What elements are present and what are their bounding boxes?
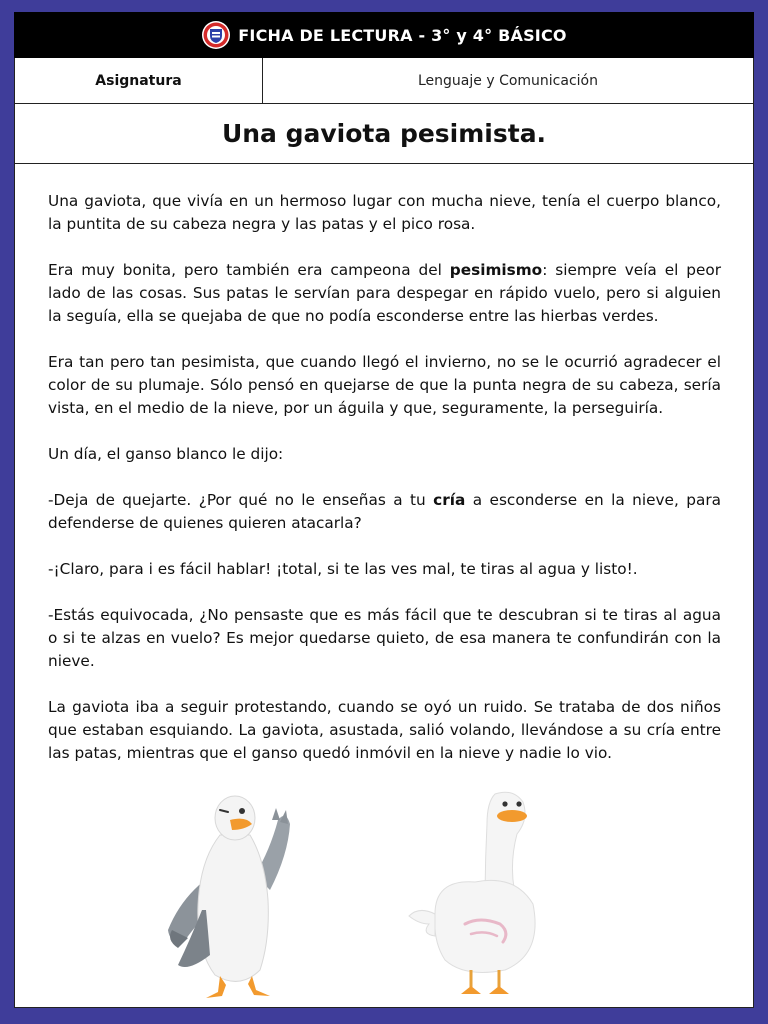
story-paragraph: Era tan pero tan pesimista, que cuando llegó el invierno, no se le ocurrió agradecer el color de su plumaje. Sólo pensó en quejarse de que la punta negra de su cabeza, sería vista, en el medio de la nieve, por un águila y que, seguramente, la perseguiría. bbox=[48, 353, 721, 417]
goose-illustration bbox=[405, 774, 545, 1004]
story-content bbox=[14, 164, 754, 1008]
bold-term: pesimismo bbox=[449, 261, 543, 279]
story-paragraph: -Estás equivocada, ¿No pensaste que es más fácil que te descubran si te tiras al agua o si te alzas en vuelo? Es mejor quedarse quieto, de esa manera te confundirán con la nieve. bbox=[48, 606, 721, 670]
subject-value: Lenguaje y Comunicación bbox=[418, 72, 598, 89]
subject-row bbox=[14, 58, 754, 104]
story-paragraph: Era muy bonita, pero también era campeona del pesimismo: siempre veía el peor lado de las cosas. Sus patas le servían para despegar en rápido vuelo, pero si alguien la seguía, ella se quejaba de que no podía esconderse entre las hierbas verdes. bbox=[48, 261, 722, 325]
story-text bbox=[48, 190, 721, 788]
story-paragraph: -Deja de quejarte. ¿Por qué no le enseñas a tu cría a esconderse en la nieve, para defenderse de quienes quieren atacarla? bbox=[48, 491, 721, 532]
story-title: Una gaviota pesimista. bbox=[14, 104, 754, 164]
story-paragraph: Un día, el ganso blanco le dijo: bbox=[48, 445, 284, 463]
story-paragraph: La gaviota iba a seguir protestando, cuando se oyó un ruido. Se trataba de dos niños que estaban esquiando. La gaviota, asustada, salió volando, llevándose a su cría entre las patas, mientras que el ganso quedó inmóvil en la nieve y nadie lo vio. bbox=[48, 698, 721, 762]
story-paragraph: -¡Claro, para i es fácil hablar! ¡total, si te las ves mal, te tiras al agua y listo!. bbox=[48, 560, 638, 578]
reading-worksheet bbox=[14, 12, 754, 1008]
school-crest-icon bbox=[201, 20, 231, 50]
worksheet-title: FICHA DE LECTURA - 3° y 4° BÁSICO bbox=[238, 25, 567, 45]
story-paragraph: Una gaviota, que vivía en un hermoso lugar con mucha nieve, tenía el cuerpo blanco, la puntita de su cabeza negra y las patas y el pico rosa. bbox=[48, 192, 721, 233]
worksheet-header bbox=[14, 12, 754, 58]
seagull-illustration bbox=[160, 780, 300, 1000]
subject-label: Asignatura bbox=[15, 58, 263, 103]
bold-term: cría bbox=[433, 491, 466, 509]
